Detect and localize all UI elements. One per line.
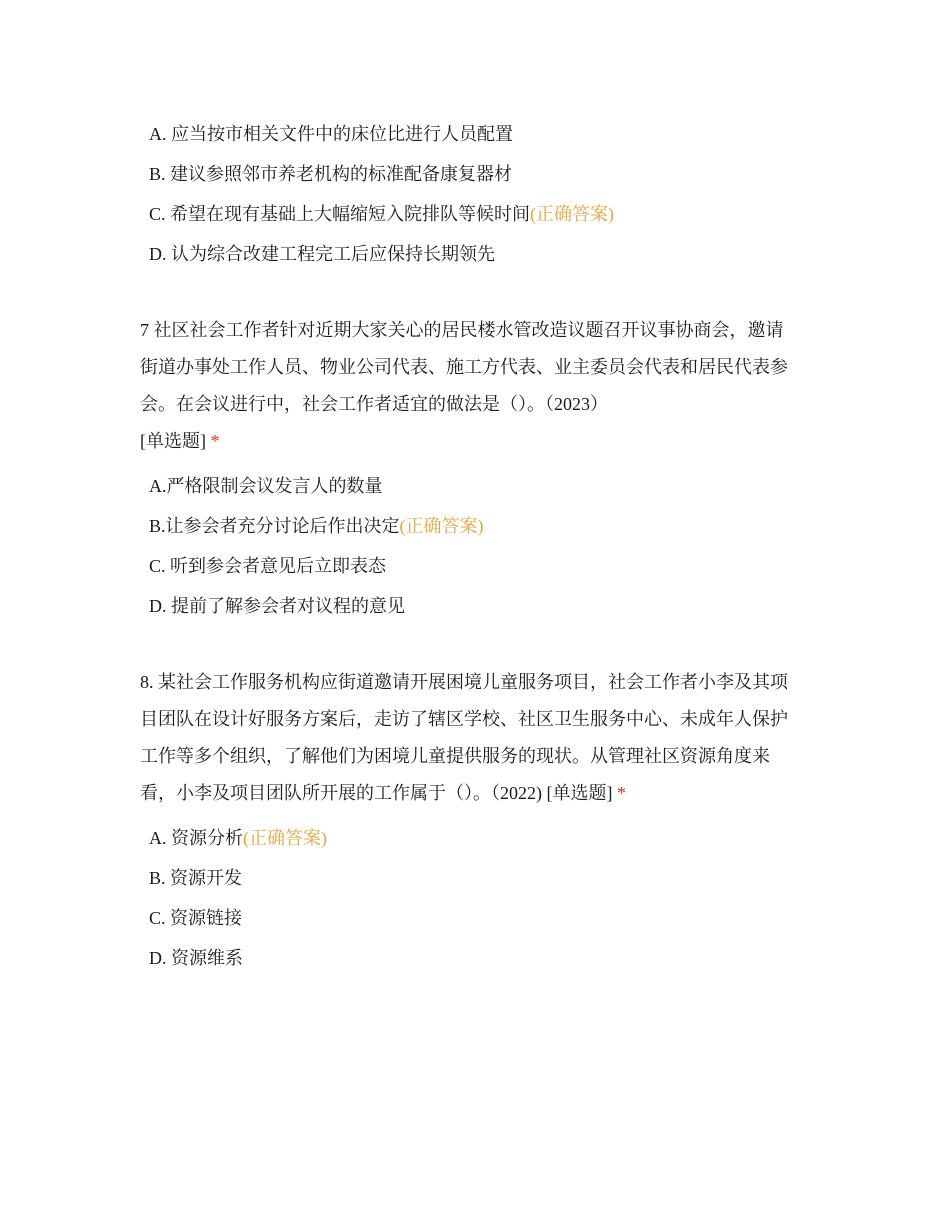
q6-options (140, 114, 820, 274)
required-star: * (616, 783, 626, 803)
q7-option-b (140, 506, 820, 546)
q8-option-b (140, 858, 820, 898)
option-text: D. 资源维系 (149, 948, 243, 968)
question-8 (140, 664, 820, 978)
option-text: C. 资源链接 (149, 908, 243, 928)
required-star: * (210, 431, 220, 451)
q8-option-c (140, 898, 820, 938)
option-text: C. 听到参会者意见后立即表态 (149, 556, 387, 576)
q7-options (140, 466, 820, 626)
question-stem-line: 会。在会议进行中，社会工作者适宜的做法是（）。（2023） (140, 394, 608, 414)
question-stem-line (140, 775, 820, 812)
correct-answer-mark: (正确答案) (399, 516, 484, 536)
q7-option-c (140, 546, 820, 586)
question-stem-line: 工作等多个组织，了解他们为困境儿童提供服务的现状。从管理社区资源角度来 (140, 746, 770, 766)
q6-option-a (140, 114, 820, 154)
question-type-text: [单选题] (140, 431, 206, 451)
q6-option-c (140, 194, 820, 234)
q8-option-a (140, 818, 820, 858)
question-stem-line: 7 社区社会工作者针对近期大家关心的居民楼水管改造议题召开议事协商会，邀请 (140, 320, 784, 340)
question-7 (140, 312, 820, 626)
q6-option-b (140, 154, 820, 194)
option-text: D. 认为综合改建工程完工后应保持长期领先 (149, 244, 495, 264)
spacer (140, 626, 820, 664)
correct-answer-mark: (正确答案) (243, 828, 327, 848)
option-text: B.让参会者充分讨论后作出决定 (149, 516, 400, 536)
q8-options (140, 818, 820, 978)
option-text: C. 希望在现有基础上大幅缩短入院排队等候时间 (149, 204, 531, 224)
option-text: A. 资源分析 (149, 828, 243, 848)
option-text: D. 提前了解参会者对议程的意见 (149, 596, 405, 616)
q7-option-a (140, 466, 820, 506)
question-list (140, 114, 820, 978)
q8-option-d (140, 938, 820, 978)
spacer (140, 274, 820, 312)
q7-option-d (140, 586, 820, 626)
option-text: A. 应当按市相关文件中的床位比进行人员配置 (149, 124, 513, 144)
question-stem-line: 目团队在设计好服务方案后，走访了辖区学校、社区卫生服务中心、未成年人保护 (140, 709, 788, 729)
q6-option-d (140, 234, 820, 274)
question-stem-line: 街道办事处工作人员、物业公司代表、施工方代表、业主委员会代表和居民代表参 (140, 357, 788, 377)
option-text: A.严格限制会议发言人的数量 (149, 476, 383, 496)
question-type-label (140, 423, 820, 460)
correct-answer-mark: (正确答案) (530, 204, 615, 224)
option-text: B. 建议参照邻市养老机构的标准配备康复器材 (149, 164, 513, 184)
question-stem-text: 看，小李及项目团队所开展的工作属于（）。（2022) [单选题] (140, 783, 613, 803)
question-stem-line: 8. 某社会工作服务机构应街道邀请开展困境儿童服务项目，社会工作者小李及其项 (140, 672, 788, 692)
option-text: B. 资源开发 (149, 868, 243, 888)
